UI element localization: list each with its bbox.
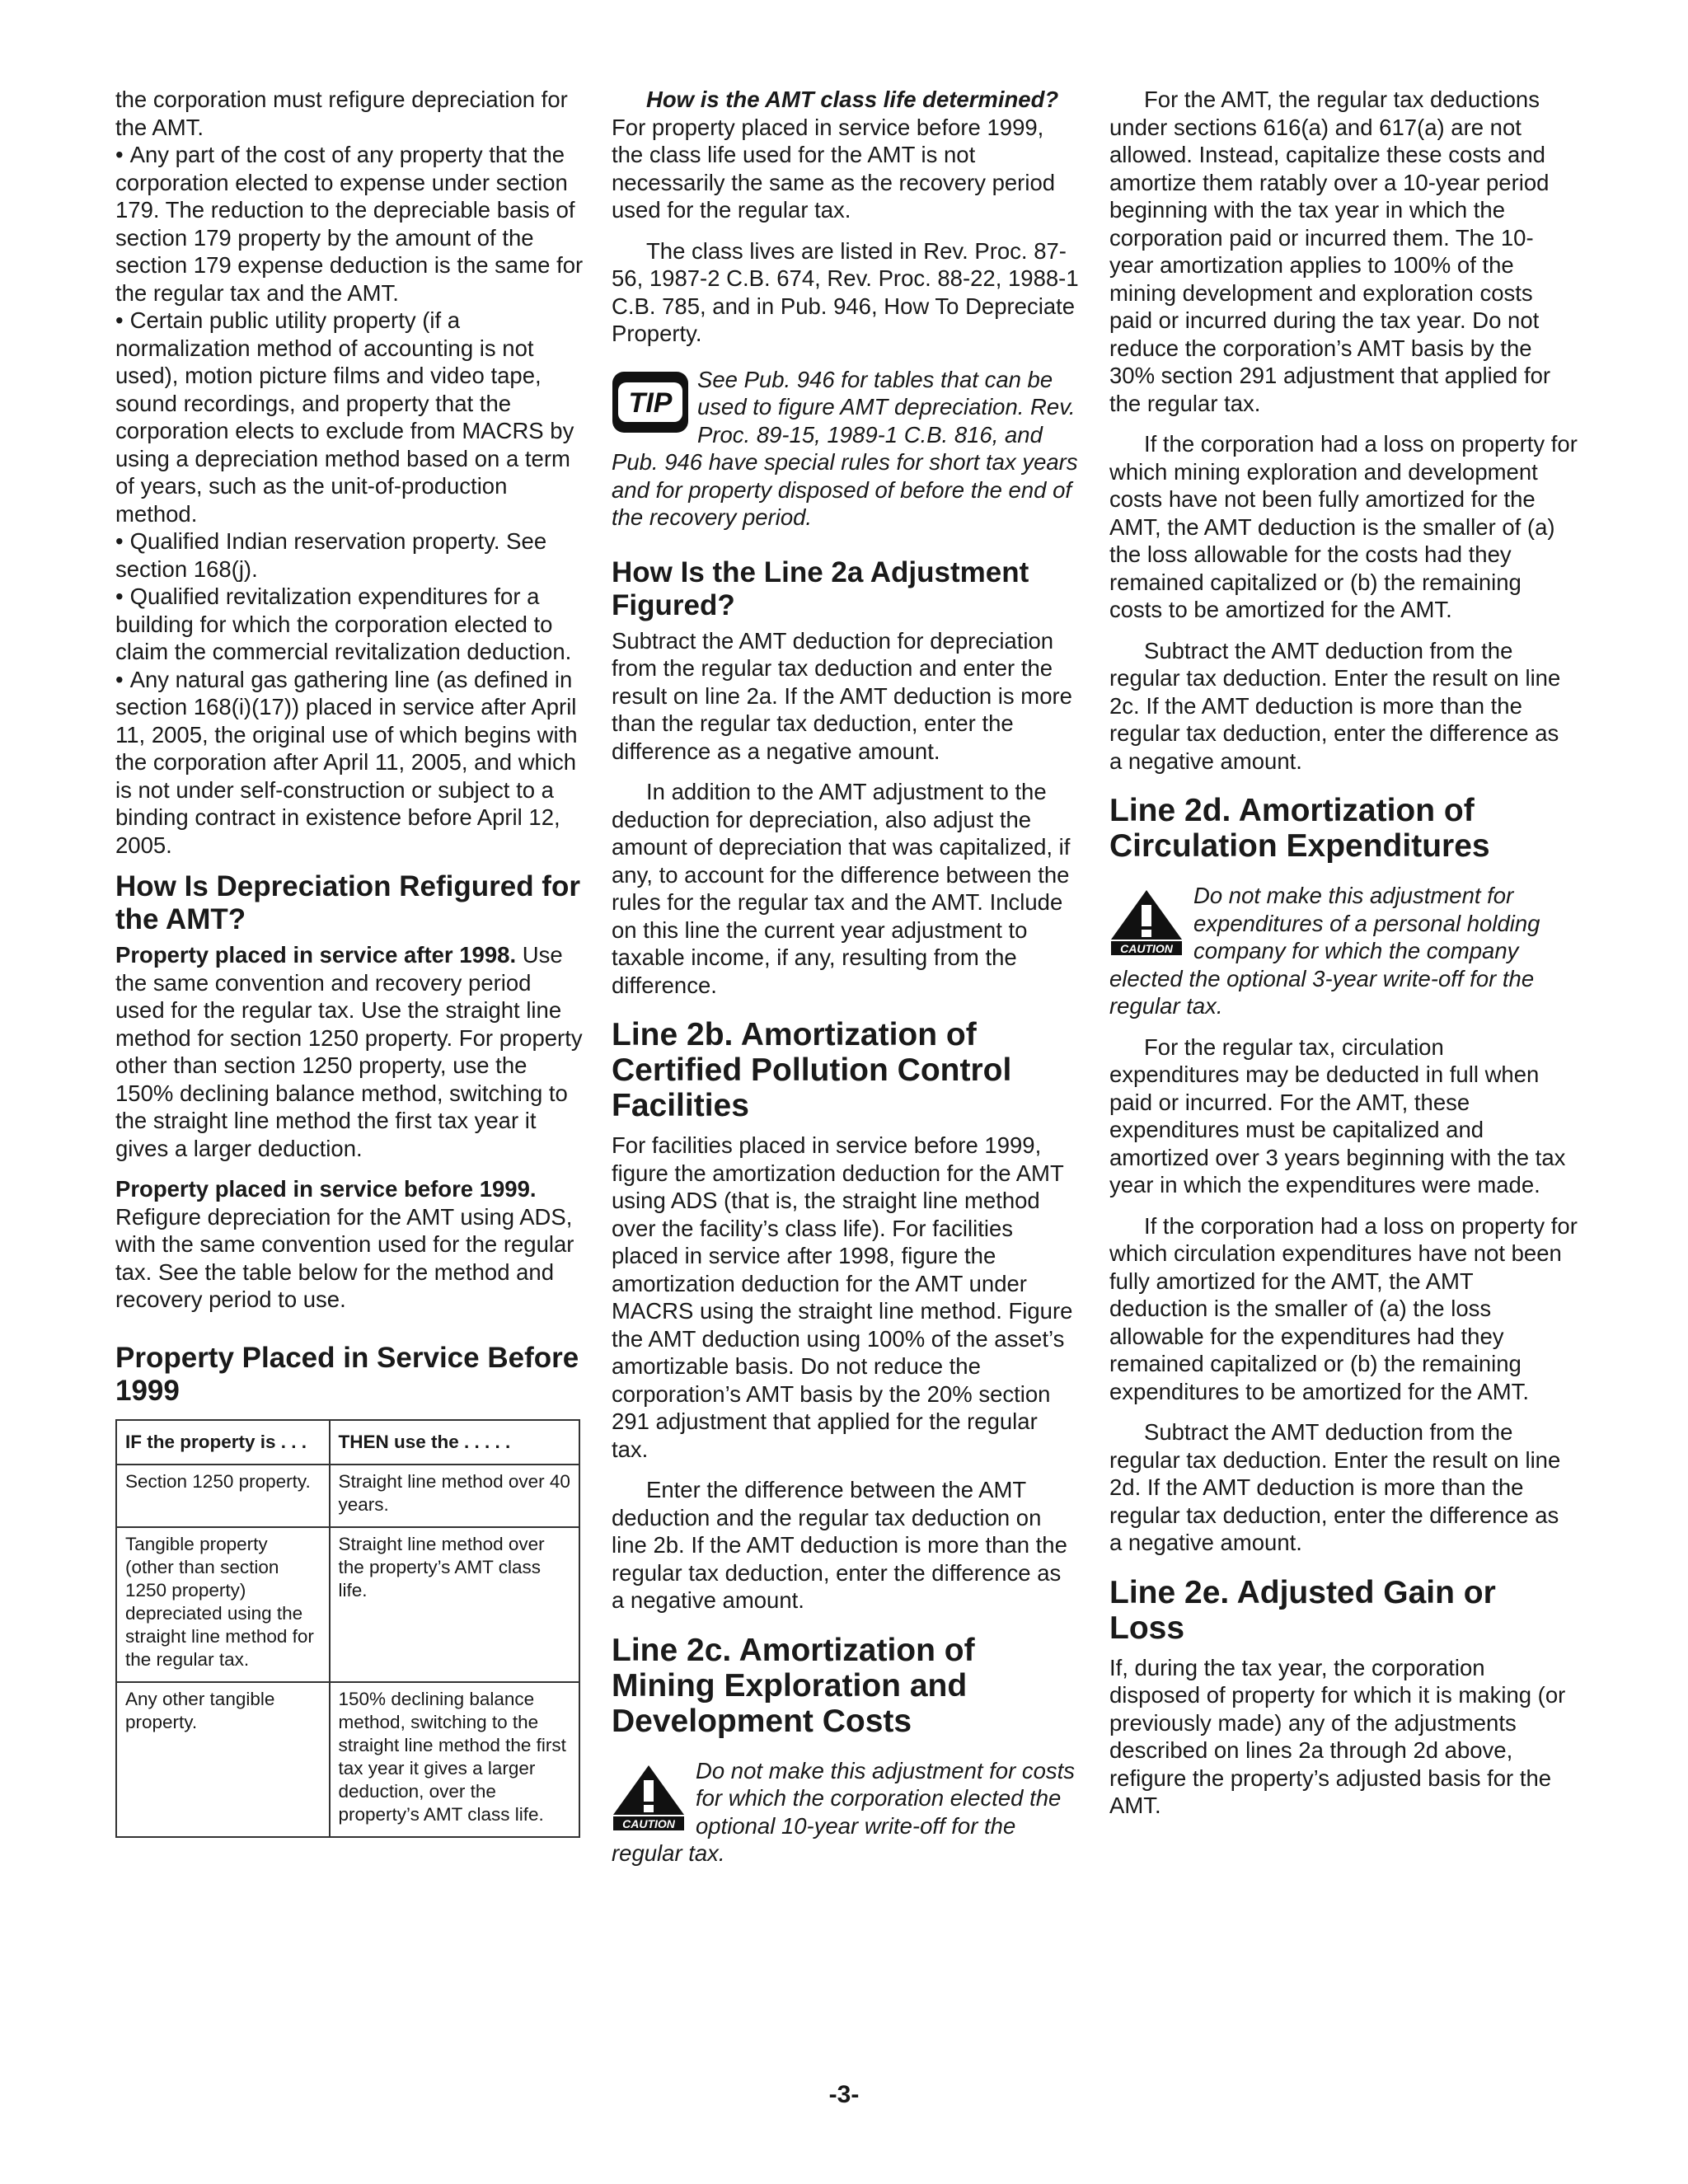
heading-depreciation-refigured: How Is Depreciation Refigured for the AMT? [115,870,580,935]
line-2a-paragraph-1: Subtract the AMT deduction for depreciation from the regular tax deduction and enter the result on line 2a. If the AMT deduction is more than the regular tax deduction, enter the difference as a negative amount. [612,627,1072,764]
column-middle [612,86,1080,1868]
tip-note [612,366,1080,532]
bullet-revitalization: • Qualified revitalization expenditures for a building for which the corporation elected to claim the commercial revitalization deduction. [115,583,584,666]
before-1999-paragraph: Property placed in service before 1999. Refigure depreciation for the AMT using ADS, with the same convention used for the regular tax. See the table below for the method and recovery period to use. [115,1176,574,1312]
caution-text-2d: Do not make this adjustment for expenditures of a personal holding company for which the company elected the optional 3-year write-off for the regular tax. [1109,883,1540,1019]
class-lives-paragraph: The class lives are listed in Rev. Proc. 87-56, 1987-2 C.B. 674, Rev. Proc. 88-22, 1988-1 C.B. 785, and in Pub. 946, How To Depreciate Property. [612,237,1079,346]
bullet-indian-reservation: • Qualified Indian reservation property. See section 168(j). [115,527,584,583]
line-2c-paragraph-3: Subtract the AMT deduction from the regular tax deduction. Enter the result on line 2c. If the AMT deduction is more than the regular tax deduction, enter the difference as a negative amount. [1109,637,1561,774]
caution-icon [612,1764,686,1831]
heading-line-2a: How Is the Line 2a Adjustment Figured? [612,555,1029,621]
table-cell: Straight line method over the property’s AMT class life. [330,1527,579,1682]
table-cell: Straight line method over 40 years. [330,1465,579,1527]
table-row [116,1465,579,1527]
class-life-paragraph: How is the AMT class life determined? For property placed in service before 1999, the class life used for the AMT is not necessarily the same as the recovery period used for the regular tax. [612,87,1059,223]
heading-line-2c: Line 2c. Amortization of Mining Exploration and Development Costs [612,1632,975,1739]
column-left [115,86,584,1838]
page-number: -3- [828,2081,860,2108]
column-right [1109,86,1578,1820]
line-2b-paragraph-1: For facilities placed in service before 1999, figure the amortization deduction for the AMT using ADS (that is, the straight line method over the facility’s class life). For facilities placed in service after 1998, figure the amortization deduction for the AMT under MACRS using the straight line method. Figure the AMT deduction using 100% of the asset’s amortizable basis. Do not reduce the corporation’s AMT basis by the 20% section 291 adjustment that applied for the regular tax. [612,1132,1073,1462]
svg-text:CAUTION: CAUTION [1120,942,1173,955]
heading-line-2b: Line 2b. Amortization of Certified Pollution Control Facilities [612,1017,1012,1123]
table-header-row [116,1420,579,1465]
heading-line-2d: Line 2d. Amortization of Circulation Expenditures [1109,793,1490,864]
table-row [116,1682,579,1837]
line-2e-paragraph: If, during the tax year, the corporation disposed of property for which it is making (or previously made) any of the adjustments described on lines 2a through 2d above, refigure the property’s adjusted basis for the AMT. [1109,1654,1566,1818]
intro-paragraph: the corporation must refigure depreciation for the AMT. [115,87,568,140]
bullet-natural-gas: • Any natural gas gathering line (as defined in section 168(i)(17)) placed in service after April 11, 2005, the original use of which begins with the corporation after April 11, 2005, and which is not under self-construction or subject to a binding contract in existence before April 12, 2005. [115,666,584,860]
tip-text: See Pub. 946 for tables that can be used to figure AMT depreciation. Rev. Proc. 89-15, 1989-1 C.B. 816, and Pub. 946 have special rules for short tax years and for property disposed of before the end of the recovery period. [612,366,1078,530]
table-header: IF the property is . . . [116,1420,330,1465]
caution-icon [1109,888,1184,956]
bullet-section-179: • Any part of the cost of any property that the corporation elected to expense under section 179. The reduction to the depreciable basis of section 179 property by the amount of the section 179 expense deduction is the same for the regular tax and the AMT. [115,141,584,307]
tip-icon [612,371,689,434]
caution-note-2c [612,1757,1080,1868]
line-2d-paragraph-2: If the corporation had a loss on property for which circulation expenditures have not been fully amortized for the AMT, the AMT deduction is the smaller of (a) the loss allowable for the expenditures had they remained capitalized or (b) the remaining expenditures to be amortized for the AMT. [1109,1212,1578,1404]
table-row [116,1527,579,1682]
table-cell: Tangible property (other than section 1250 property) depreciated using the straight line method for the regular tax. [116,1527,330,1682]
depreciation-method-table [115,1419,580,1838]
table-cell: 150% declining balance method, switching to the straight line method the first tax year it gives a larger deduction, over the property’s AMT class life. [330,1682,579,1837]
line-2c-paragraph-2: If the corporation had a loss on property for which mining exploration and development costs have not been fully amortized for the AMT, the AMT deduction is the smaller of (a) the loss allowable for the costs had they remained capitalized or (b) the remaining costs to be amortized for the AMT. [1109,431,1578,622]
table-cell: Section 1250 property. [116,1465,330,1527]
line-2c-paragraph-1: For the AMT, the regular tax deductions under sections 616(a) and 617(a) are not allowed. Instead, capitalize these costs and amortize them ratably over a 10-year period beginning with the tax year in which the corporation paid or incurred them. The 10-year amortization applies to 100% of the mining development and exploration costs paid or incurred during the tax year. Do not reduce the corporation’s AMT basis by the 30% section 291 adjustment that applied for the regular tax. [1109,87,1551,416]
table-header: THEN use the . . . . . [330,1420,579,1465]
line-2d-paragraph-3: Subtract the AMT deduction from the regular tax deduction. Enter the result on line 2d. If the AMT deduction is more than the regular tax deduction, enter the difference as a negative amount. [1109,1419,1561,1555]
line-2a-paragraph-2: In addition to the AMT adjustment to the deduction for depreciation, also adjust the amount of depreciation that was capitalized, if any, to account for the difference between the rules for the regular tax and the AMT. Include on this line the current year adjustment to taxable income, if any, resulting from the difference. [612,779,1071,998]
heading-table: Property Placed in Service Before 1999 [115,1341,579,1407]
caution-text-2c: Do not make this adjustment for costs for which the corporation elected the optional 10-year write-off for the regular tax. [612,1757,1076,1866]
bullet-public-utility: • Certain public utility property (if a normalization method of accounting is not used), motion picture films and video tape, sound recordings, and property that the corporation elects to exclude from MACRS by using a depreciation method based on a term of years, such as the unit-of-production method. [115,307,584,527]
heading-line-2e: Line 2e. Adjusted Gain or Loss [1109,1574,1496,1646]
table-cell: Any other tangible property. [116,1682,330,1837]
svg-text:TIP: TIP [628,387,673,419]
line-2b-paragraph-2: Enter the difference between the AMT deduction and the regular tax deduction on line 2b. If the AMT deduction is more than the regular tax deduction, enter the difference as a negative amount. [612,1477,1067,1613]
after-1998-paragraph: Property placed in service after 1998. Use the same convention and recovery period used for the regular tax. Use the straight line method for section 1250 property. For property other than section 1250 property, use the 150% declining balance method, switching to the straight line method the first tax year it gives a larger deduction. [115,942,583,1161]
line-2d-paragraph-1: For the regular tax, circulation expenditures may be deducted in full when paid or incurred. For the AMT, these expenditures must be capitalized and amortized over 3 years beginning with the tax year in which the expenditures were made. [1109,1033,1566,1197]
svg-text:CAUTION: CAUTION [622,1816,675,1830]
caution-note-2d [1109,882,1578,1020]
